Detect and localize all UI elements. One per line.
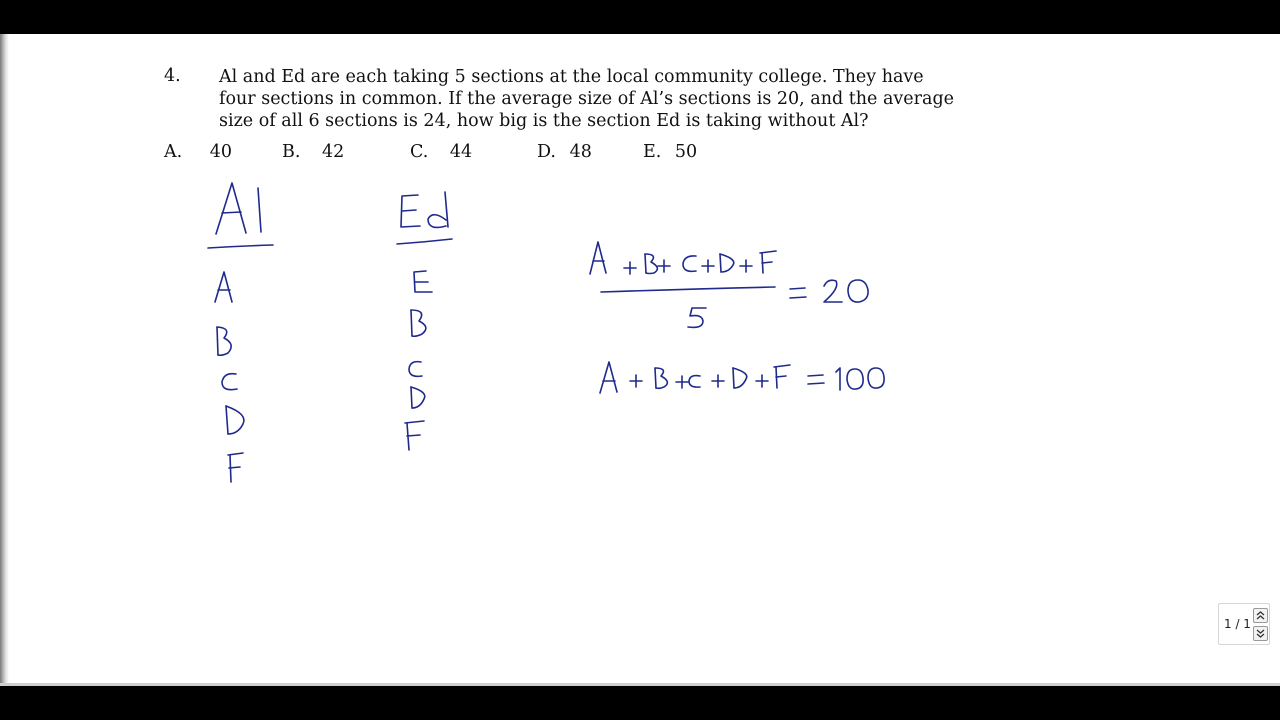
eq1-rhs: [790, 280, 868, 302]
handwritten-al-item-d: [226, 406, 244, 434]
page-navigation-widget: [1218, 603, 1270, 645]
page-indicator: 1 / 1: [1224, 617, 1251, 631]
handwritten-al-item-b: [217, 327, 231, 355]
previous-page-button[interactable]: [1253, 608, 1268, 623]
handwritten-ed-item-d: [411, 387, 425, 408]
choice-value: 50: [674, 142, 698, 162]
handwritten-ed-item-c: [409, 362, 422, 377]
chevron-up-icon: [1254, 609, 1267, 622]
choice-letter: A.: [164, 142, 183, 162]
handwritten-equation-2: [600, 362, 884, 393]
choice-value: 42: [322, 142, 345, 162]
choice-value: 48: [569, 142, 592, 162]
eq1-denominator: [688, 308, 706, 327]
question-line-2: four sections in common. If the average size of Al’s sections is 20, and the average: [219, 89, 954, 109]
handwritten-al-item-c: [222, 374, 237, 390]
top-black-bar: [0, 0, 1280, 34]
question-line-1: Al and Ed are each taking 5 sections at the local community college. They have: [219, 67, 924, 87]
question-number: 4.: [164, 66, 181, 86]
choice-value: 44: [449, 142, 473, 162]
eq1-numerator: [590, 242, 776, 274]
choice-letter: B.: [282, 142, 301, 162]
choice-letter: D.: [537, 142, 556, 162]
handwritten-ed-item-b: [411, 310, 426, 336]
choice-letter: E.: [643, 142, 662, 162]
handwritten-ed-heading: [397, 192, 452, 244]
choice-value: 40: [209, 142, 233, 162]
question-line-3: size of all 6 sections is 24, how big is the section Ed is taking without Al?: [219, 111, 869, 131]
handwritten-al-list: [215, 272, 244, 482]
handwriting-layer: [0, 34, 1280, 686]
handwritten-al-item-f: [228, 453, 243, 482]
handwritten-equation-1: [590, 242, 868, 327]
handwritten-ed-list: [405, 271, 432, 450]
document-page: [0, 34, 1280, 686]
handwritten-ed-item-f: [405, 421, 424, 450]
handwritten-al-item-a: [215, 272, 232, 302]
handwritten-al-heading: [208, 183, 273, 248]
handwritten-ed-item-e: [414, 271, 432, 292]
choice-letter: C.: [410, 142, 429, 162]
next-page-button[interactable]: [1253, 626, 1268, 641]
chevron-down-icon: [1254, 627, 1267, 640]
eq1-fraction-bar: [601, 287, 775, 292]
bottom-black-bar: [0, 686, 1280, 720]
